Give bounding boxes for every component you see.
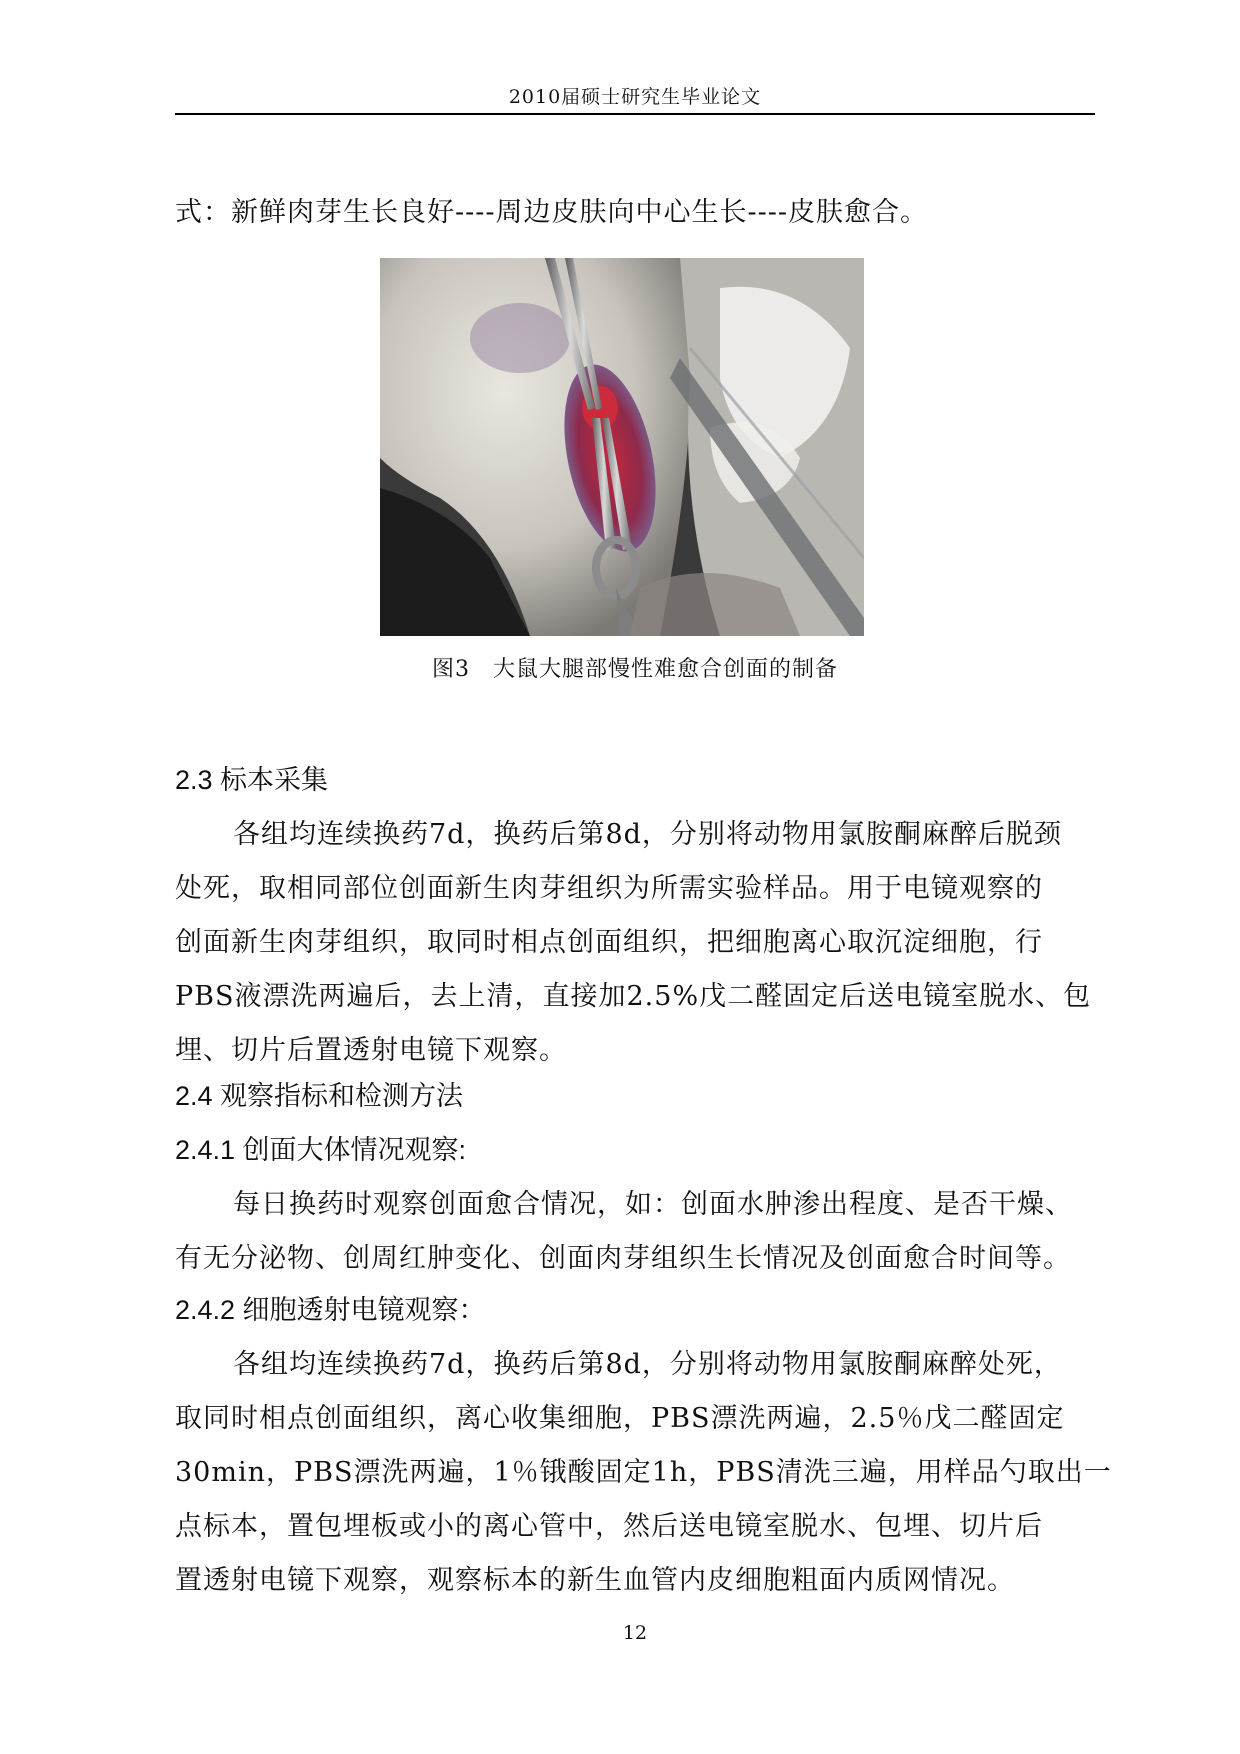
paragraph-line: 点标本，置包埋板或小的离心管中，然后送电镜室脱水、包埋、切片后 — [175, 1511, 1043, 1542]
paragraph-line: 埋、切片后置透射电镜下观察。 — [175, 1035, 567, 1066]
paragraph-line: 有无分泌物、创周红肿变化、创面肉芽组织生长情况及创面愈合时间等。 — [175, 1243, 1071, 1274]
paragraph-line: 创面新生肉芽组织，取同时相点创面组织，把细胞离心取沉淀细胞，行 — [175, 927, 1043, 958]
paragraph-line: 取同时相点创面组织，离心收集细胞，PBS漂洗两遍，2.5％戊二醛固定 — [175, 1403, 1065, 1434]
figure-caption: 图3 大鼠大腿部慢性难愈合创面的制备 — [432, 657, 838, 682]
section-2-4-1-heading: 2.4.1 创面大体情况观察: — [175, 1135, 467, 1165]
paragraph-line: 处死，取相同部位创面新生肉芽组织为所需实验样品。用于电镜观察的 — [175, 873, 1043, 904]
figure-3-photo — [380, 258, 864, 636]
intro-line: 式：新鲜肉芽生长良好----周边皮肤向中心生长----皮肤愈合。 — [175, 197, 928, 228]
page-number: 12 — [622, 1622, 648, 1644]
paragraph-line: 置透射电镜下观察，观察标本的新生血管内皮细胞粗面内质网情况。 — [175, 1565, 1015, 1596]
rat-wound-photo — [380, 258, 864, 636]
section-2-4-heading: 2.4 观察指标和检测方法 — [175, 1081, 464, 1111]
section-2-4-2-heading: 2.4.2 细胞透射电镜观察： — [175, 1295, 486, 1325]
paragraph-line: 各组均连续换药7d，换药后第8d，分别将动物用氯胺酮麻醉处死， — [233, 1349, 1062, 1380]
paragraph-line: 各组均连续换药7d，换药后第8d，分别将动物用氯胺酮麻醉后脱颈 — [233, 819, 1062, 850]
paragraph-line: 每日换药时观察创面愈合情况，如：创面水肿渗出程度、是否干燥、 — [233, 1189, 1073, 1220]
paragraph-line: PBS液漂洗两遍后，去上清，直接加2.5%戊二醛固定后送电镜室脱水、包 — [175, 981, 1092, 1012]
header-rule — [175, 113, 1095, 115]
paragraph-line: 30min，PBS漂洗两遍，1％锇酸固定1h，PBS清洗三遍，用样品勺取出一 — [175, 1457, 1112, 1488]
section-2-3-heading: 2.3 标本采集 — [175, 765, 329, 795]
running-header: 2010届硕士研究生毕业论文 — [508, 86, 762, 108]
